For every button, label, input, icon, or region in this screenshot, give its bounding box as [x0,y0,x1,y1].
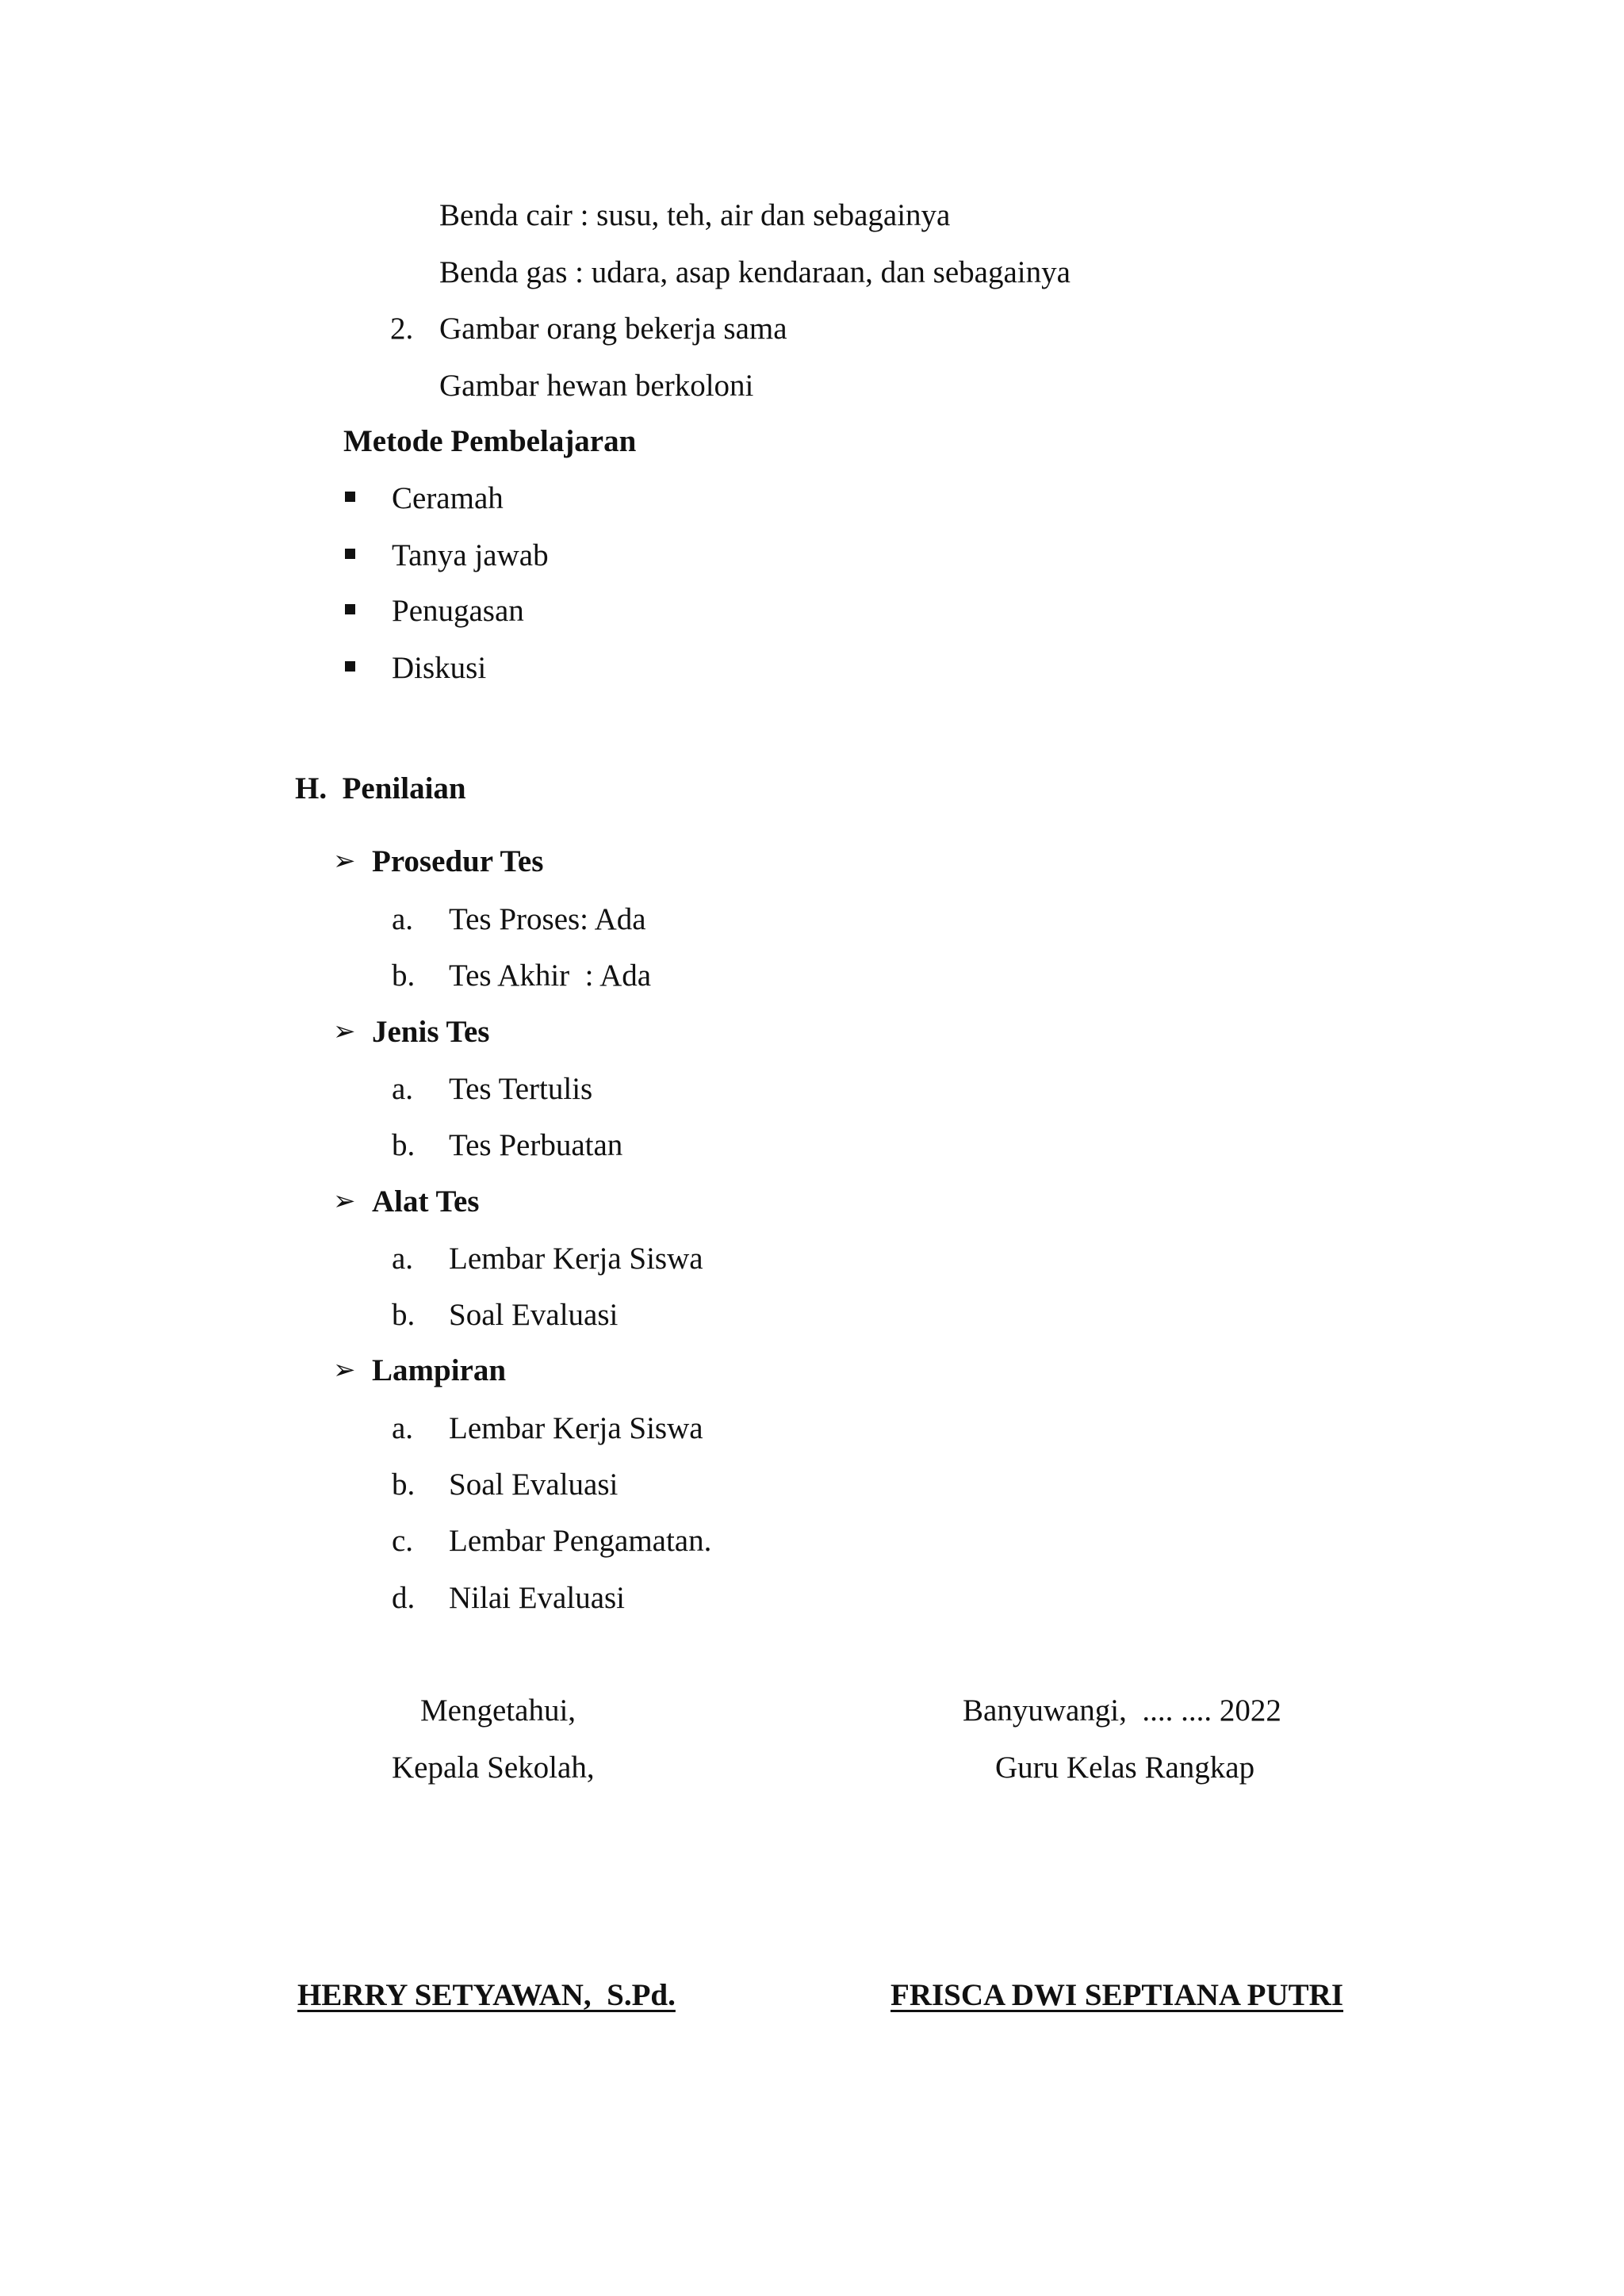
list-letter: a. [392,1242,414,1276]
metode-item: Tanya jawab [392,538,549,572]
signature-left-line1: Mengetahui, [420,1693,576,1728]
group-title-alat-tes: Alat Tes [372,1184,480,1219]
metode-item: Ceramah [392,481,504,515]
square-bullet-icon [345,661,355,672]
arrow-bullet-icon: ➢ [333,845,356,877]
list-item: Tes Akhir : Ada [449,959,652,993]
square-bullet-icon [345,492,355,502]
signature-left-name: HERRY SETYAWAN, S.Pd. [297,1978,676,2012]
metode-item: Penugasan [392,594,524,628]
metode-heading: Metode Pembelajaran [343,424,637,458]
list-item: Tes Tertulis [449,1072,593,1106]
list-letter: b. [392,959,416,993]
arrow-bullet-icon: ➢ [333,1354,356,1386]
list-letter: b. [392,1298,416,1332]
signature-left-line2: Kepala Sekolah, [392,1751,595,1785]
material-item2-line2: Gambar hewan berkoloni [439,369,754,403]
group-title-prosedur-tes: Prosedur Tes [372,844,544,878]
list-item: Soal Evaluasi [449,1468,619,1502]
material-benda-gas: Benda gas : udara, asap kendaraan, dan sebagainya [439,255,1071,289]
list-item: Nilai Evaluasi [449,1581,626,1615]
list-letter: c. [392,1524,414,1558]
material-benda-cair: Benda cair : susu, teh, air dan sebagainya [439,198,951,232]
list-item: Lembar Kerja Siswa [449,1411,703,1445]
arrow-bullet-icon: ➢ [333,1185,356,1217]
list-letter: d. [392,1581,416,1615]
list-item: Soal Evaluasi [449,1298,619,1332]
signature-right-name: FRISCA DWI SEPTIANA PUTRI [891,1978,1344,2012]
list-letter: a. [392,902,414,936]
list-item: Tes Proses: Ada [449,902,646,936]
group-title-lampiran: Lampiran [372,1353,507,1387]
metode-item: Diskusi [392,651,487,685]
list-letter: b. [392,1128,416,1162]
material-item2-line1: Gambar orang bekerja sama [439,312,787,346]
signature-right-line1: Banyuwangi, .... .... 2022 [963,1693,1281,1728]
list-letter: a. [392,1411,414,1445]
material-item-number: 2. [390,312,414,346]
signature-right-line2: Guru Kelas Rangkap [995,1751,1255,1785]
square-bullet-icon [345,604,355,614]
list-letter: a. [392,1072,414,1106]
list-item: Tes Perbuatan [449,1128,623,1162]
penilaian-heading: H. Penilaian [295,771,466,806]
arrow-bullet-icon: ➢ [333,1016,356,1047]
list-letter: b. [392,1468,416,1502]
list-item: Lembar Kerja Siswa [449,1242,703,1276]
square-bullet-icon [345,549,355,559]
list-item: Lembar Pengamatan. [449,1524,712,1558]
group-title-jenis-tes: Jenis Tes [372,1015,490,1049]
